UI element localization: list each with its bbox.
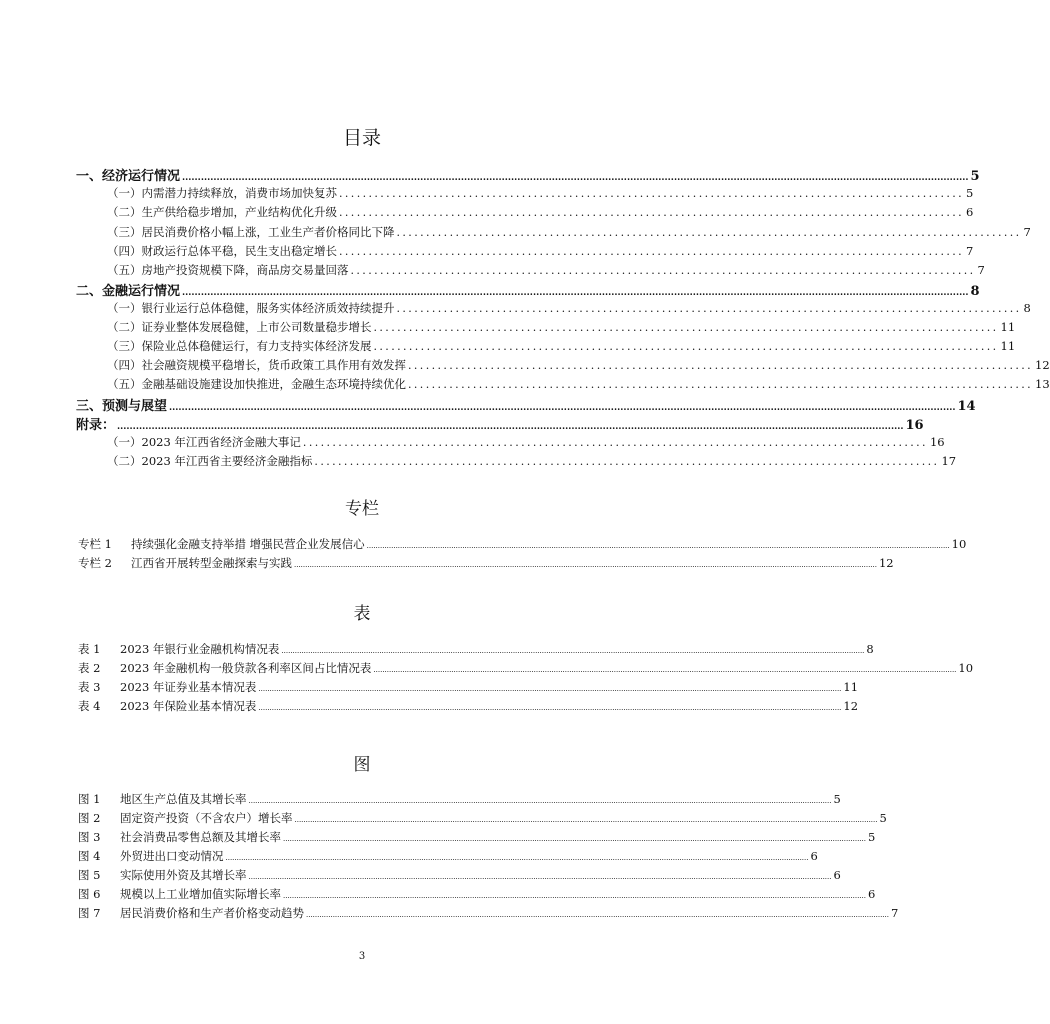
toc-item-page: 11: [1000, 320, 1016, 334]
table-label: 2023 年金融机构一般贷款各利率区间占比情况表: [120, 661, 372, 675]
dot-leader: ......................................................................................................................................................................................................................................................................: [248, 797, 832, 805]
dot-leader: ......................................................................................................................................................................................................................................................................: [225, 854, 809, 862]
dot-leader: ......................................................................................................................................................................................................................................................................: [283, 892, 866, 900]
dot-leader: ...........................................................................................................................................................................................................................................................: [182, 173, 969, 183]
toc-section-page: 16: [905, 418, 924, 433]
toc-item[interactable]: [107, 224, 1031, 241]
dot-leader: ......................................................................................................................................................................................................................................................................: [306, 911, 889, 919]
figure-entry[interactable]: [78, 810, 887, 827]
toc-section-label: 二、金融运行情况: [76, 284, 181, 299]
toc-item-label: （五）金融基础设施建设加快推进，金融生态环境持续优化: [107, 377, 406, 391]
toc-section-1[interactable]: [76, 165, 980, 184]
toc-item[interactable]: [107, 319, 1016, 336]
toc-item-page: 6: [966, 205, 974, 219]
dot-leader: ......................................................................................................................................................................................................................................................................: [258, 704, 842, 712]
toc-item[interactable]: [107, 376, 1050, 393]
table-entry[interactable]: [78, 698, 859, 715]
toc-item-label: （一）2023 年江西省经济金融大事记: [107, 435, 301, 449]
figure-entry[interactable]: [78, 867, 841, 884]
dot-leader: ...........................................................................................................................................................................................................................................................: [182, 288, 969, 298]
table-label: 2023 年银行业金融机构情况表: [120, 642, 280, 656]
figure-label: 固定资产投资（不含农户）增长率: [120, 811, 293, 825]
dot-leader: ......................................................................................................................................................................................................................................................................: [281, 647, 865, 655]
dot-leader: ..........................................................................................................: [350, 264, 976, 277]
toc-item-label: （二）2023 年江西省主要经济金融指标: [107, 454, 313, 468]
toc-item-page: 17: [941, 454, 957, 468]
toc-item[interactable]: [107, 243, 974, 260]
toc-item-page: 7: [966, 244, 974, 258]
dot-leader: ...........................................................................................................................................................................................................................................................: [117, 422, 904, 432]
toc-item-page: 7: [1023, 225, 1031, 239]
toc-item[interactable]: [107, 338, 1016, 355]
figure-tag: 图 1: [78, 792, 101, 806]
dot-leader: ..........................................................................................................: [408, 378, 1034, 391]
dot-leader: ......................................................................................................................................................................................................................................................................: [258, 685, 842, 693]
toc-item-label: （四）社会融资规模平稳增长，货币政策工具作用有效发挥: [107, 358, 406, 372]
figure-entry[interactable]: [78, 791, 841, 808]
toc-section-2[interactable]: [76, 280, 980, 299]
toc-item-page: 12: [1035, 358, 1050, 372]
dot-leader: ......................................................................................................................................................................................................................................................................: [294, 816, 878, 824]
toc-item[interactable]: [107, 185, 974, 202]
box-entry[interactable]: [78, 555, 894, 572]
table-tag: 表 4: [78, 699, 101, 713]
figure-page: 6: [833, 868, 841, 882]
dot-leader: ..........................................................................................................: [314, 455, 940, 468]
figure-tag: 图 2: [78, 811, 101, 825]
page-number: 3: [358, 951, 366, 962]
dot-leader: ..........................................................................................................: [339, 206, 965, 219]
figure-page: 7: [890, 906, 899, 920]
figure-label: 地区生产总值及其增长率: [120, 792, 247, 806]
box-tag: 专栏 1: [78, 537, 112, 551]
toc-section-label: 三、预测与展望: [76, 399, 168, 414]
dot-leader: ......................................................................................................................................................................................................................................................................: [248, 873, 832, 881]
dot-leader: ..........................................................................................................: [373, 321, 999, 334]
toc-item[interactable]: [107, 434, 945, 451]
dot-leader: ...........................................................................................................................................................................................................................................................: [169, 403, 956, 413]
toc-section-appendix[interactable]: [76, 414, 924, 433]
table-page: 8: [866, 642, 874, 656]
figure-page: 6: [867, 887, 876, 901]
table-page: 10: [958, 661, 974, 675]
toc-item-label: （一）银行业运行总体稳健，服务实体经济质效持续提升: [107, 301, 395, 315]
figure-label: 规模以上工业增加值实际增长率: [120, 887, 281, 901]
tables-title: 表: [353, 604, 371, 624]
toc-item-label: （三）居民消费价格小幅上涨，工业生产者价格同比下降: [107, 225, 395, 239]
figure-label: 社会消费品零售总额及其增长率: [120, 830, 281, 844]
dot-leader: ..........................................................................................................: [396, 226, 1022, 239]
figure-tag: 图 3: [78, 830, 101, 844]
figure-tag: 图 6: [78, 887, 101, 901]
toc-item-label: （二）生产供给稳步增加，产业结构优化升级: [107, 205, 337, 219]
toc-item-label: （二）证券业整体发展稳健，上市公司数量稳步增长: [107, 320, 372, 334]
toc-item-label: （四）财政运行总体平稳，民生支出稳定增长: [107, 244, 337, 258]
figure-label: 外贸进出口变动情况: [120, 849, 224, 863]
dot-leader: ......................................................................................................................................................................................................................................................................: [283, 835, 866, 843]
box-page: 10: [951, 537, 967, 551]
table-entry[interactable]: [78, 660, 974, 677]
toc-section-page: 14: [957, 399, 976, 414]
toc-item-page: 11: [1000, 339, 1016, 353]
toc-section-3[interactable]: [76, 395, 976, 414]
toc-item[interactable]: [107, 453, 957, 470]
figure-tag: 图 4: [78, 849, 101, 863]
toc-section-label: 一、经济运行情况: [76, 169, 181, 184]
figure-entry[interactable]: [78, 848, 818, 865]
box-entry[interactable]: [78, 536, 967, 553]
toc-section-page: 5: [970, 169, 980, 184]
table-entry[interactable]: [78, 679, 859, 696]
table-tag: 表 3: [78, 680, 101, 694]
figure-entry[interactable]: [78, 829, 876, 846]
dot-leader: ..........................................................................................................: [396, 302, 1022, 315]
box-tag: 专栏 2: [78, 556, 112, 570]
table-label: 2023 年保险业基本情况表: [120, 699, 257, 713]
figure-page: 5: [833, 792, 841, 806]
figure-tag: 图 5: [78, 868, 101, 882]
toc-item-label: （一）内需潜力持续释放，消费市场加快复苏: [107, 186, 337, 200]
dot-leader: ......................................................................................................................................................................................................................................................................: [294, 561, 877, 569]
toc-title: 目录: [342, 127, 381, 149]
toc-item-page: 7: [977, 263, 985, 277]
table-tag: 表 1: [78, 642, 101, 656]
toc-item-label: （五）房地产投资规模下降，商品房交易量回落: [107, 263, 349, 277]
dot-leader: ..........................................................................................................: [302, 436, 928, 449]
dot-leader: ..........................................................................................................: [408, 359, 1034, 372]
toc-item-page: 16: [929, 435, 945, 449]
figure-tag: 图 7: [78, 906, 101, 920]
figure-label: 居民消费价格和生产者价格变动趋势: [120, 906, 304, 920]
figure-page: 5: [867, 830, 876, 844]
table-entry[interactable]: [78, 641, 874, 658]
box-page: 12: [878, 556, 894, 570]
table-label: 2023 年证券业基本情况表: [120, 680, 257, 694]
toc-item[interactable]: [107, 300, 1031, 317]
table-page: 12: [843, 699, 859, 713]
toc-item[interactable]: [107, 357, 1050, 374]
table-tag: 表 2: [78, 661, 101, 675]
figure-entry[interactable]: [78, 886, 876, 903]
toc-item[interactable]: [107, 262, 985, 279]
toc-section-page: 8: [970, 284, 980, 299]
figures-title: 图: [353, 755, 371, 775]
dot-leader: ..........................................................................................................: [339, 245, 965, 258]
dot-leader: ..........................................................................................................: [373, 340, 999, 353]
toc-item-page: 5: [966, 186, 974, 200]
toc-item-page: 8: [1023, 301, 1031, 315]
figure-entry[interactable]: [78, 905, 899, 922]
figure-page: 5: [879, 811, 887, 825]
figure-page: 6: [810, 849, 818, 863]
toc-item-page: 13: [1035, 377, 1050, 391]
table-page: 11: [843, 680, 859, 694]
box-label: 江西省开展转型金融探索与实践: [131, 556, 292, 570]
boxes-title: 专栏: [345, 499, 379, 519]
toc-item[interactable]: [107, 204, 974, 221]
toc-item-label: （三）保险业总体稳健运行，有力支持实体经济发展: [107, 339, 372, 353]
figure-label: 实际使用外资及其增长率: [120, 868, 247, 882]
dot-leader: ..........................................................................................................: [339, 187, 965, 200]
box-label: 持续强化金融支持举措 增强民营企业发展信心: [131, 537, 365, 551]
dot-leader: ......................................................................................................................................................................................................................................................................: [366, 542, 950, 550]
dot-leader: ......................................................................................................................................................................................................................................................................: [373, 666, 957, 674]
toc-section-label: 附录：: [76, 418, 116, 433]
